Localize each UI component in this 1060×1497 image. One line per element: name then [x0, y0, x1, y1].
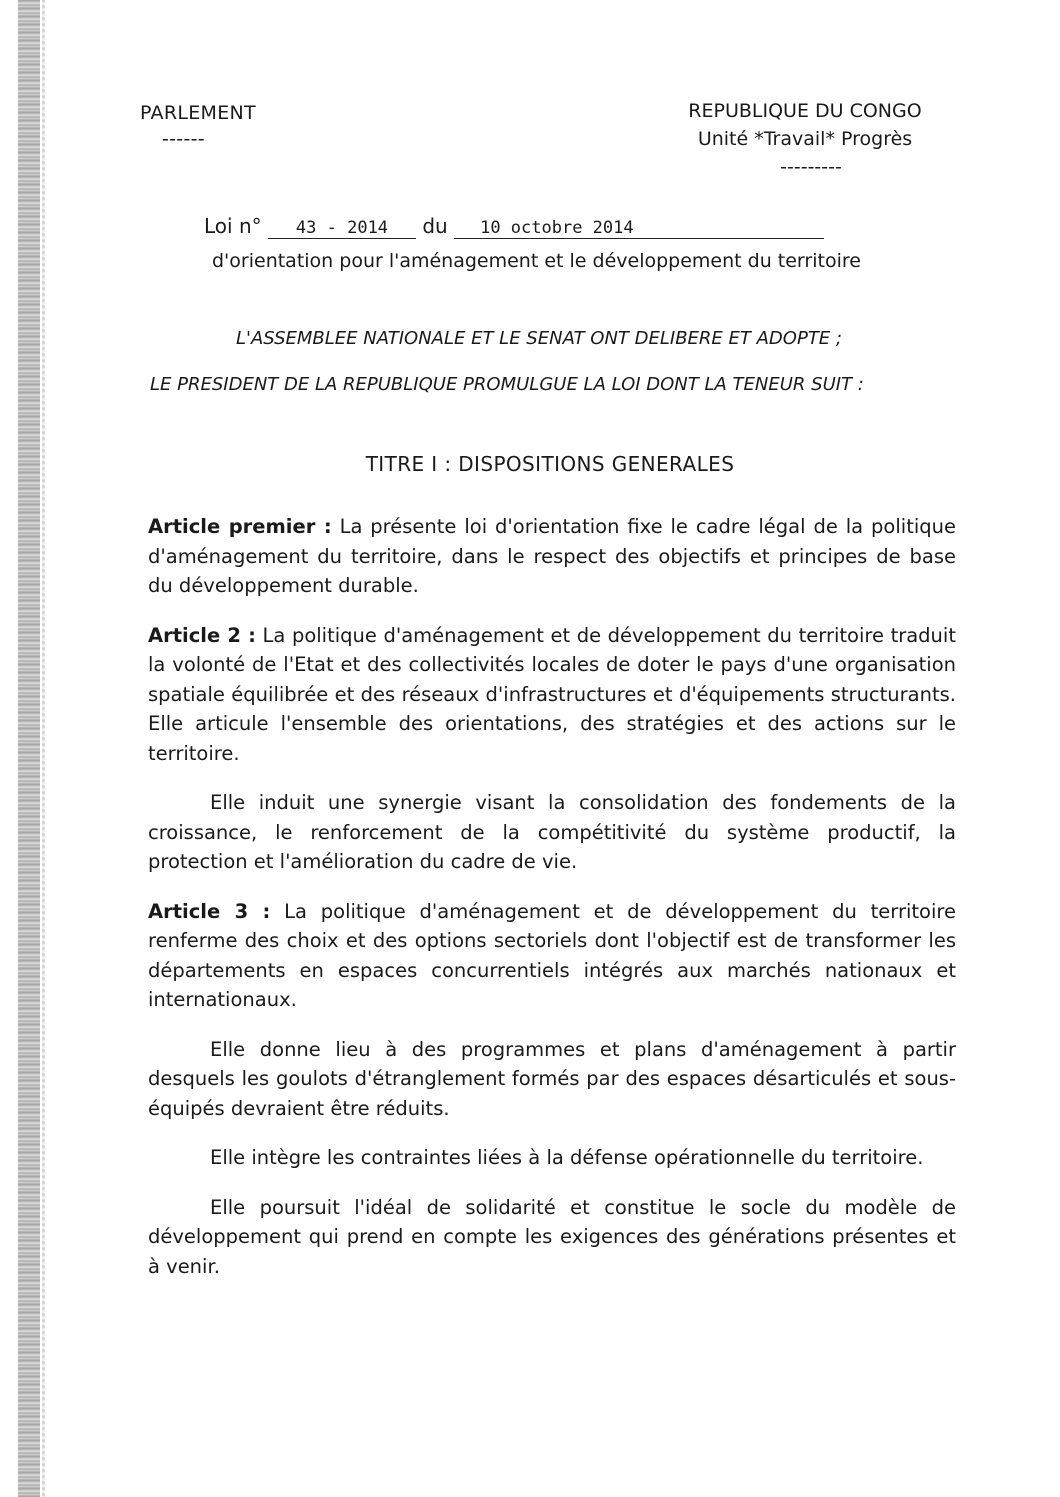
decree-line-1: L'ASSEMBLEE NATIONALE ET LE SENAT ONT DELIBERE ET ADOPTE ; — [236, 328, 842, 349]
scan-edge-line — [42, 0, 45, 1497]
law-number: 43 - 2014 — [268, 218, 416, 239]
document-body — [148, 512, 956, 1301]
article-1 — [148, 512, 956, 601]
article-1-label: Article premier : — [148, 515, 332, 538]
article-3 — [148, 897, 956, 1015]
article-2-text: La politique d'aménagement et de développement du territoire traduit la volonté de l'Etat et des collectivités locales de doter le pays d'une organisation spatiale équilibrée et des réseaux d'infrastructures et d'équipements structurants. Elle articule l'ensemble des orientations, des stratégies et des actions sur le territoire. — [148, 623, 956, 765]
section-title: TITRE I : DISPOSITIONS GENERALES — [365, 452, 735, 476]
header-right — [660, 100, 950, 178]
law-reference — [204, 214, 824, 239]
national-motto: Unité *Travail* Progrès — [697, 128, 913, 150]
law-date-prefix: du — [422, 214, 448, 238]
law-prefix: Loi n° — [204, 214, 262, 238]
article-2-paragraph-2: Elle induit une synergie visant la consolidation des fondements de la croissance, le renforcement de la compétitivité du système productif, la protection et l'amélioration du cadre de vie. — [148, 791, 956, 873]
parliament-title: PARLEMENT — [140, 102, 256, 124]
header-right-separator: --------- — [780, 156, 842, 178]
header-left-separator: ------ — [162, 128, 205, 150]
law-date: 10 octobre 2014 — [454, 218, 824, 239]
decree-line-2: LE PRESIDENT DE LA REPUBLIQUE PROMULGUE LA LOI DONT LA TENEUR SUIT : — [150, 374, 864, 395]
article-3-paragraph-3: Elle intègre les contraintes liées à la défense opérationnelle du territoire. — [210, 1146, 924, 1169]
article-3-paragraph-4: Elle poursuit l'idéal de solidarité et constitue le socle du modèle de développement qui prend en compte les exigences des générations présentes et à venir. — [148, 1195, 956, 1278]
article-1-text: La présente loi d'orientation fixe le cadre légal de la politique d'aménagement du territoire, dans le respect des objectifs et principes de base du développement durable. — [148, 515, 956, 597]
law-subtitle: d'orientation pour l'aménagement et le développement du territoire — [212, 250, 861, 272]
scan-edge-artifact — [18, 0, 40, 1497]
article-2 — [148, 621, 956, 769]
article-3-label: Article 3 : — [148, 899, 271, 923]
header-left — [140, 102, 256, 150]
article-2-label: Article 2 : — [148, 623, 256, 647]
article-3-text: La politique d'aménagement et de développement du territoire renferme des choix et des options sectoriels dont l'objectif est de transformer les départements en espaces concurrentiels intégrés aux marchés nationaux et internationaux. — [148, 899, 956, 1011]
article-3-paragraph-2: Elle donne lieu à des programmes et plans d'aménagement à partir desquels les goulots d'étranglement formés par des espaces désarticulés et sous-équipés devraient être réduits. — [148, 1037, 956, 1120]
republic-title: REPUBLIQUE DU CONGO — [688, 100, 922, 122]
